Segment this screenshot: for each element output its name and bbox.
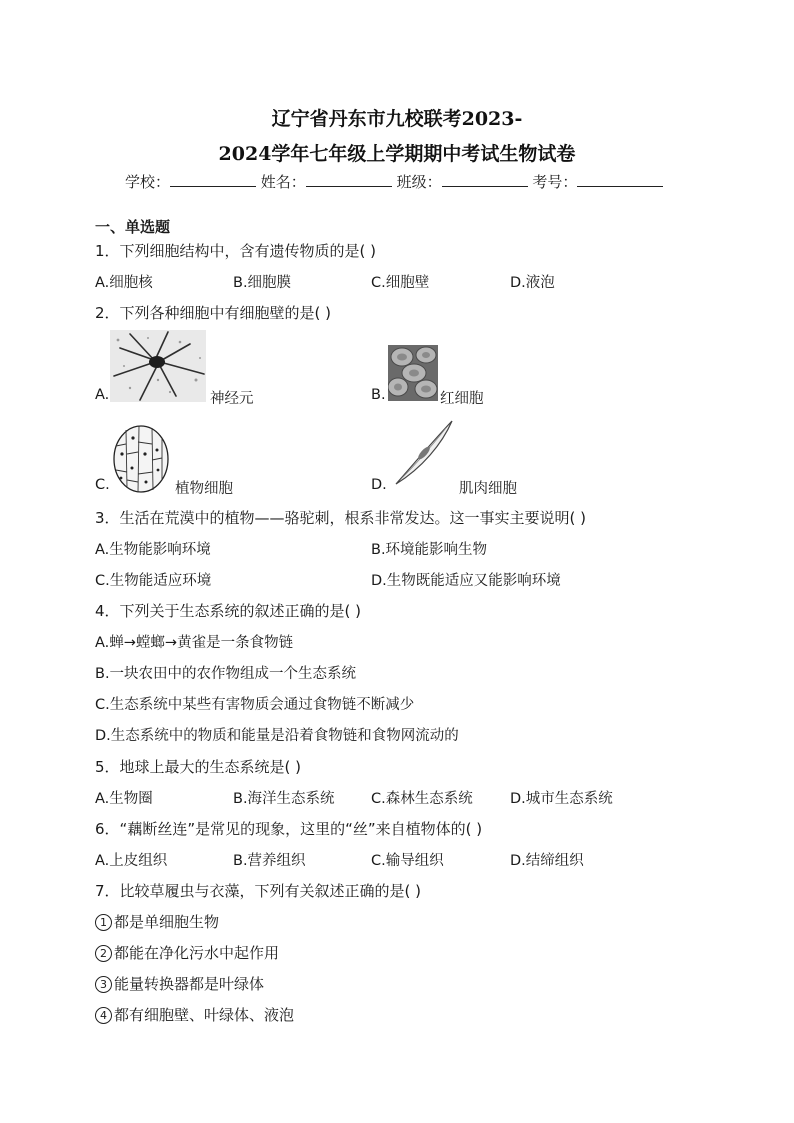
- q3-option-d[interactable]: D.生物既能适应又能影响环境: [371, 573, 561, 589]
- circled-number-4: 4: [95, 1007, 112, 1024]
- q7-statement-4: [95, 1004, 294, 1025]
- q6-option-c[interactable]: C.输导组织: [371, 853, 444, 869]
- circled-number-2: 2: [95, 945, 112, 962]
- question-6-stem: 6．“藕断丝连”是常见的现象，这里的“丝”来自植物体的( ): [95, 820, 483, 838]
- q1-option-c[interactable]: C.细胞壁: [371, 275, 430, 291]
- q6-option-a[interactable]: A.上皮组织: [95, 853, 168, 869]
- exam-title-line1: 辽宁省丹东市九校联考2023-: [271, 108, 523, 130]
- q4-option-c[interactable]: C.生态系统中某些有害物质会通过食物链不断减少: [95, 697, 415, 713]
- muscle-cell-image: [392, 418, 456, 488]
- q2-option-d-label: 肌肉细胞: [459, 481, 517, 497]
- question-3-stem: 3．生活在荒漠中的植物——骆驼刺，根系非常发达。这一事实主要说明( ): [95, 509, 587, 527]
- exam-number-blank[interactable]: [577, 172, 663, 187]
- q7-statement-2: [95, 942, 279, 963]
- q2-option-b-label: 红细胞: [440, 391, 484, 407]
- q3-option-b[interactable]: B.环境能影响生物: [371, 542, 488, 558]
- class-label: 班级：: [396, 173, 442, 191]
- q1-option-a[interactable]: A.细胞核: [95, 275, 153, 291]
- question-7-stem: 7．比较草履虫与衣藻，下列有关叙述正确的是( ): [95, 882, 422, 900]
- q2-option-a-label: 神经元: [210, 391, 254, 407]
- q4-option-b[interactable]: B.一块农田中的农作物组成一个生态系统: [95, 666, 357, 682]
- q5-option-b[interactable]: B.海洋生态系统: [233, 791, 335, 807]
- question-5-stem: 5．地球上最大的生态系统是( ): [95, 758, 302, 776]
- section-heading: 一、单选题: [95, 218, 171, 236]
- school-blank[interactable]: [170, 172, 256, 187]
- circled-number-1: 1: [95, 914, 112, 931]
- q7-statement-2-text: 都能在净化污水中起作用: [114, 944, 280, 962]
- q4-option-d[interactable]: D.生态系统中的物质和能量是沿着食物链和食物网流动的: [95, 728, 459, 744]
- q2-option-c-label: 植物细胞: [175, 481, 233, 497]
- name-blank[interactable]: [306, 172, 392, 187]
- q1-option-b[interactable]: B.细胞膜: [233, 275, 292, 291]
- q7-statement-1: [95, 911, 219, 932]
- q2-option-d-letter[interactable]: D.: [371, 477, 387, 493]
- q6-option-d[interactable]: D.结缔组织: [510, 853, 584, 869]
- q2-option-a-letter[interactable]: A.: [95, 387, 110, 403]
- plant-cell-image: [112, 424, 170, 494]
- q3-option-a[interactable]: A.生物能影响环境: [95, 542, 211, 558]
- exam-title-line2: 2024学年七年级上学期期中考试生物试卷: [218, 143, 576, 165]
- q2-option-b-letter[interactable]: B.: [371, 387, 386, 403]
- question-2-stem: 2．下列各种细胞中有细胞壁的是( ): [95, 304, 332, 322]
- q5-option-c[interactable]: C.森林生态系统: [371, 791, 473, 807]
- name-label: 姓名：: [260, 173, 306, 191]
- neuron-image: [110, 330, 206, 402]
- school-label: 学校：: [125, 173, 171, 191]
- question-4-stem: 4．下列关于生态系统的叙述正确的是( ): [95, 602, 362, 620]
- q7-statement-3-text: 能量转换器都是叶绿体: [114, 975, 265, 993]
- q5-option-d[interactable]: D.城市生态系统: [510, 791, 613, 807]
- class-blank[interactable]: [442, 172, 528, 187]
- q7-statement-3: [95, 973, 264, 994]
- red-blood-cell-image: [388, 345, 438, 401]
- q3-option-c[interactable]: C.生物能适应环境: [95, 573, 212, 589]
- q5-option-a[interactable]: A.生物圈: [95, 791, 153, 807]
- q1-option-d[interactable]: D.液泡: [510, 275, 555, 291]
- q7-statement-1-text: 都是单细胞生物: [114, 913, 220, 931]
- exam-number-label: 考号：: [532, 173, 578, 191]
- question-1-stem: 1．下列细胞结构中，含有遗传物质的是( ): [95, 242, 377, 260]
- q7-statement-4-text: 都有细胞壁、叶绿体、液泡: [114, 1006, 295, 1024]
- q2-option-c-letter[interactable]: C.: [95, 477, 110, 493]
- q6-option-b[interactable]: B.营养组织: [233, 853, 306, 869]
- circled-number-3: 3: [95, 976, 112, 993]
- student-info-row: [125, 171, 663, 192]
- q4-option-a[interactable]: A.蝉→螳螂→黄雀是一条食物链: [95, 635, 294, 651]
